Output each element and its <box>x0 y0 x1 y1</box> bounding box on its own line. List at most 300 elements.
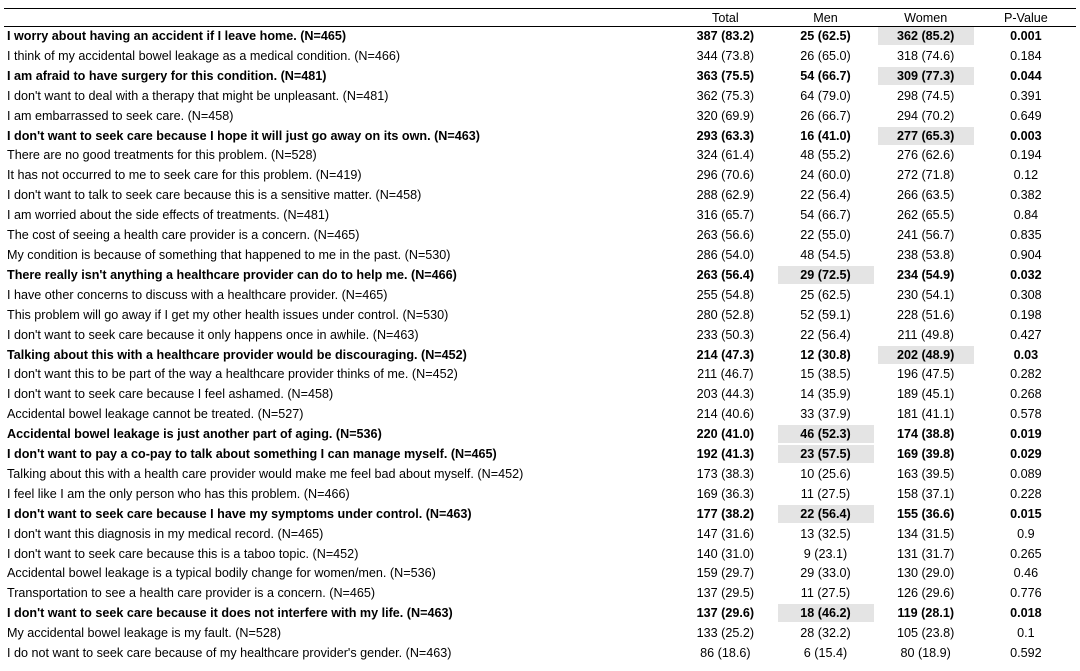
cell-p-value-value: 0.044 <box>1010 68 1042 83</box>
table-row <box>4 226 1076 246</box>
cell-total-value: 363 (75.5) <box>696 68 755 83</box>
cell-total <box>675 226 775 246</box>
cell-p-value-value: 0.282 <box>1010 367 1042 382</box>
cell-total-value: 387 (83.2) <box>696 29 755 43</box>
cell-men <box>775 644 875 664</box>
table-row <box>4 107 1076 127</box>
cell-p-value <box>976 425 1076 445</box>
cell-total-value: 177 (38.2) <box>696 506 755 521</box>
cell-total <box>675 604 775 624</box>
cell-total-value: 320 (69.9) <box>696 108 755 123</box>
cell-women-value: 155 (36.6) <box>896 506 955 521</box>
row-label: My accidental bowel leakage is my fault. (N=528) <box>7 626 282 641</box>
cell-men <box>775 564 875 584</box>
cell-women <box>876 505 976 525</box>
cell-men <box>775 146 875 166</box>
cell-women <box>876 365 976 385</box>
cell-men-value: 12 (30.8) <box>800 347 851 362</box>
cell-p-value-value: 0.776 <box>1010 586 1042 601</box>
cell-women-value: 131 (31.7) <box>896 546 955 561</box>
cell-p-value-value: 0.019 <box>1010 427 1042 442</box>
cell-total <box>675 266 775 286</box>
row-label: Accidental bowel leakage is a typical bodily change for women/men. (N=536) <box>7 566 436 581</box>
cell-p-value-value: 0.835 <box>1010 228 1042 243</box>
cell-total <box>675 465 775 485</box>
cell-men <box>775 27 875 47</box>
cell-p-value <box>976 604 1076 624</box>
cell-women-value: 228 (51.6) <box>896 307 955 322</box>
table-row <box>4 385 1076 405</box>
cell-women-value: 196 (47.5) <box>896 367 955 382</box>
cell-women-value: 262 (65.5) <box>896 208 955 223</box>
cell-men <box>775 166 875 186</box>
cell-p-value-value: 0.1 <box>1017 626 1035 641</box>
cell-women <box>876 27 976 47</box>
table-row <box>4 67 1076 87</box>
cell-women <box>876 485 976 505</box>
cell-total-value: 147 (31.6) <box>696 526 755 541</box>
cell-men-value: 29 (33.0) <box>800 566 851 581</box>
cell-p-value-value: 0.12 <box>1013 168 1039 183</box>
cell-women-value: 134 (31.5) <box>896 526 955 541</box>
row-label: I don't want to talk to seek care because this is a sensitive matter. (N=458) <box>7 188 422 203</box>
cell-men <box>775 485 875 505</box>
cell-p-value-value: 0.015 <box>1010 506 1042 521</box>
cell-women <box>876 465 976 485</box>
cell-total-value: 293 (63.3) <box>696 128 755 143</box>
cell-p-value <box>976 306 1076 326</box>
cell-women-value: 119 (28.1) <box>897 606 955 621</box>
row-label: I am embarrassed to seek care. (N=458) <box>7 108 234 123</box>
cell-total-value: 169 (36.3) <box>696 486 755 501</box>
cell-p-value-value: 0.018 <box>1010 606 1042 621</box>
table-row <box>4 545 1076 565</box>
cell-total-value: 140 (31.0) <box>696 546 755 561</box>
cell-p-value-value: 0.029 <box>1010 447 1042 462</box>
cell-women <box>876 186 976 206</box>
row-label: I don't want to seek care because this is a taboo topic. (N=452) <box>7 546 359 561</box>
table-row <box>4 465 1076 485</box>
table-row <box>4 127 1076 147</box>
cell-men <box>775 385 875 405</box>
cell-p-value-value: 0.427 <box>1010 327 1042 342</box>
cell-total <box>675 27 775 47</box>
cell-total <box>675 326 775 346</box>
cell-total-value: 211 (46.7) <box>697 367 754 382</box>
cell-women <box>876 266 976 286</box>
row-label: There are no good treatments for this problem. (N=528) <box>7 148 317 163</box>
cell-men-value: 22 (55.0) <box>800 228 851 243</box>
row-label: Accidental bowel leakage is just another part of aging. (N=536) <box>7 427 382 442</box>
cell-women-value: 189 (45.1) <box>896 387 955 402</box>
cell-p-value <box>976 326 1076 346</box>
cell-p-value <box>976 644 1076 664</box>
cell-women <box>876 445 976 465</box>
cell-men-value: 16 (41.0) <box>800 128 851 143</box>
cell-total <box>675 584 775 604</box>
cell-men <box>775 405 875 425</box>
table-row <box>4 485 1076 505</box>
cell-p-value <box>976 584 1076 604</box>
cell-women-value: 276 (62.6) <box>896 148 955 163</box>
cell-p-value <box>976 27 1076 47</box>
header-row <box>4 9 1076 27</box>
cell-total <box>675 624 775 644</box>
cell-women <box>876 584 976 604</box>
cell-men <box>775 545 875 565</box>
cell-women-value: 298 (74.5) <box>896 88 955 103</box>
table-row <box>4 47 1076 67</box>
cell-p-value <box>976 206 1076 226</box>
cell-p-value-value: 0.649 <box>1010 108 1042 123</box>
cell-total-value: 133 (25.2) <box>696 626 755 641</box>
cell-total <box>675 545 775 565</box>
cell-men-value: 22 (56.4) <box>800 327 851 342</box>
cell-p-value-value: 0.265 <box>1010 546 1042 561</box>
table-row <box>4 266 1076 286</box>
cell-p-value-value: 0.9 <box>1017 526 1035 541</box>
cell-women <box>876 67 976 87</box>
cell-women-value: 80 (18.9) <box>900 646 951 661</box>
cell-men-value: 64 (79.0) <box>800 88 851 103</box>
cell-total <box>675 525 775 545</box>
cell-women <box>876 525 976 545</box>
cell-total-value: 203 (44.3) <box>696 387 755 402</box>
row-label: My condition is because of something that happened to me in the past. (N=530) <box>7 247 451 262</box>
table-row <box>4 186 1076 206</box>
row-label: The cost of seeing a health care provider is a concern. (N=465) <box>7 228 360 243</box>
cell-total <box>675 166 775 186</box>
cell-total-value: 362 (75.3) <box>696 88 755 103</box>
cell-total <box>675 286 775 306</box>
cell-p-value-value: 0.46 <box>1013 566 1039 581</box>
cell-women-value: 105 (23.8) <box>896 626 955 641</box>
cell-women <box>876 246 976 266</box>
row-label: I don't want to seek care because it does not interfere with my life. (N=463) <box>7 606 453 621</box>
cell-men-value: 11 (27.5) <box>800 586 851 601</box>
row-label: I have other concerns to discuss with a healthcare provider. (N=465) <box>7 287 388 302</box>
cell-women <box>876 107 976 127</box>
cell-total <box>675 146 775 166</box>
row-label: I don't want to pay a co-pay to talk about something I can manage myself. (N=465) <box>7 447 497 462</box>
table-row <box>4 365 1076 385</box>
cell-total <box>675 186 775 206</box>
cell-men-value: 48 (55.2) <box>800 148 851 163</box>
cell-men-value: 28 (32.2) <box>800 626 851 641</box>
table-row <box>4 206 1076 226</box>
row-label: Talking about this with a healthcare provider would be discouraging. (N=452) <box>7 347 467 362</box>
cell-p-value <box>976 505 1076 525</box>
cell-women <box>876 166 976 186</box>
cell-women <box>876 405 976 425</box>
cell-total-value: 296 (70.6) <box>696 168 755 183</box>
cell-p-value-value: 0.578 <box>1010 407 1042 422</box>
cell-men-value: 25 (62.5) <box>800 287 851 302</box>
cell-men <box>775 445 875 465</box>
cell-women-value: 211 (49.8) <box>897 327 954 342</box>
table-row <box>4 27 1076 47</box>
table-row <box>4 525 1076 545</box>
cell-total-value: 288 (62.9) <box>696 188 755 203</box>
cell-men-value: 24 (60.0) <box>800 168 851 183</box>
cell-men <box>775 346 875 366</box>
cell-total-value: 220 (41.0) <box>696 427 755 442</box>
table-row <box>4 146 1076 166</box>
cell-men <box>775 186 875 206</box>
cell-p-value <box>976 545 1076 565</box>
cell-men <box>775 67 875 87</box>
cell-women-value: 238 (53.8) <box>896 247 955 262</box>
cell-total-value: 324 (61.4) <box>696 148 755 163</box>
cell-p-value <box>976 146 1076 166</box>
cell-p-value <box>976 485 1076 505</box>
cell-p-value-value: 0.194 <box>1010 148 1042 163</box>
table-row <box>4 624 1076 644</box>
cell-men-value: 11 (27.5) <box>800 486 851 501</box>
cell-men <box>775 584 875 604</box>
cell-men-value: 22 (56.4) <box>778 505 874 523</box>
cell-p-value-value: 0.382 <box>1010 188 1042 203</box>
cell-p-value <box>976 564 1076 584</box>
cell-p-value <box>976 405 1076 425</box>
cell-p-value <box>976 107 1076 127</box>
cell-total-value: 173 (38.3) <box>696 466 755 481</box>
row-label: I am worried about the side effects of treatments. (N=481) <box>7 208 330 223</box>
cell-p-value-value: 0.089 <box>1010 466 1042 481</box>
cell-p-value-value: 0.03 <box>1013 347 1039 362</box>
cell-women-value: 318 (74.6) <box>896 48 955 63</box>
cell-men-value: 26 (65.0) <box>800 48 851 63</box>
cell-men-value: 14 (35.9) <box>800 387 851 402</box>
cell-men <box>775 425 875 445</box>
table-row <box>4 564 1076 584</box>
cell-p-value <box>976 624 1076 644</box>
cell-total <box>675 365 775 385</box>
cell-total-value: 316 (65.7) <box>696 208 755 223</box>
cell-p-value <box>976 166 1076 186</box>
cell-women <box>876 87 976 107</box>
cell-men <box>775 365 875 385</box>
cell-p-value <box>976 127 1076 147</box>
cell-women <box>876 127 976 147</box>
table-row <box>4 405 1076 425</box>
table-row <box>4 346 1076 366</box>
cell-total-value: 137 (29.6) <box>696 606 755 621</box>
row-label: It has not occurred to me to seek care for this problem. (N=419) <box>7 168 362 183</box>
cell-total <box>675 644 775 664</box>
cell-women-value: 294 (70.2) <box>896 108 955 123</box>
cell-p-value-value: 0.184 <box>1010 48 1042 63</box>
cell-total <box>675 405 775 425</box>
cell-total <box>675 445 775 465</box>
row-label: I do not want to seek care because of my healthcare provider's gender. (N=463) <box>7 646 452 661</box>
cell-total-value: 192 (41.3) <box>696 447 755 462</box>
cell-total-value: 214 (47.3) <box>696 347 755 362</box>
cell-men-value: 25 (62.5) <box>800 29 851 43</box>
cell-p-value-value: 0.904 <box>1010 247 1042 262</box>
row-label: I worry about having an accident if I leave home. (N=465) <box>7 29 347 43</box>
cell-men-value: 9 (23.1) <box>803 546 848 561</box>
cell-women <box>876 346 976 366</box>
cell-total <box>675 87 775 107</box>
cell-men <box>775 525 875 545</box>
cell-women-value: 362 (85.2) <box>878 27 974 45</box>
cell-p-value-value: 0.001 <box>1010 29 1042 43</box>
cell-men <box>775 306 875 326</box>
cell-women-value: 163 (39.5) <box>896 466 955 481</box>
header-label <box>4 9 675 27</box>
cell-total <box>675 67 775 87</box>
header-women: Women <box>876 9 976 27</box>
cell-p-value <box>976 286 1076 306</box>
cell-women <box>876 146 976 166</box>
table-row <box>4 87 1076 107</box>
cell-total-value: 255 (54.8) <box>696 287 755 302</box>
cell-p-value <box>976 246 1076 266</box>
table-body <box>4 27 1076 665</box>
cell-men-value: 23 (57.5) <box>778 445 874 463</box>
cell-p-value-value: 0.003 <box>1010 128 1042 143</box>
cell-women-value: 241 (56.7) <box>896 228 955 243</box>
header-men: Men <box>775 9 875 27</box>
results-table <box>4 8 1076 664</box>
cell-women <box>876 644 976 664</box>
cell-p-value <box>976 445 1076 465</box>
cell-women <box>876 206 976 226</box>
cell-men-value: 46 (52.3) <box>778 425 874 443</box>
header-total: Total <box>675 9 775 27</box>
row-label: I am afraid to have surgery for this condition. (N=481) <box>7 68 327 83</box>
cell-men-value: 54 (66.7) <box>800 68 851 83</box>
table-row <box>4 166 1076 186</box>
cell-p-value-value: 0.032 <box>1010 267 1042 282</box>
cell-total <box>675 246 775 266</box>
cell-men-value: 33 (37.9) <box>800 407 851 422</box>
row-label: Talking about this with a health care provider would make me feel bad about myself. (N=452) <box>7 466 524 481</box>
cell-p-value <box>976 67 1076 87</box>
cell-total-value: 86 (18.6) <box>700 646 751 661</box>
cell-women <box>876 564 976 584</box>
table-row <box>4 644 1076 664</box>
cell-women-value: 158 (37.1) <box>896 486 955 501</box>
cell-p-value-value: 0.84 <box>1013 208 1039 223</box>
cell-total-value: 286 (54.0) <box>696 247 755 262</box>
row-label: Accidental bowel leakage cannot be treated. (N=527) <box>7 407 304 422</box>
cell-men <box>775 505 875 525</box>
cell-total <box>675 107 775 127</box>
cell-total <box>675 485 775 505</box>
cell-women <box>876 385 976 405</box>
cell-men <box>775 465 875 485</box>
cell-p-value <box>976 186 1076 206</box>
row-label: I don't want to deal with a therapy that might be unpleasant. (N=481) <box>7 88 389 103</box>
table-row <box>4 584 1076 604</box>
cell-men-value: 15 (38.5) <box>800 367 851 382</box>
row-label: I don't want this to be part of the way a healthcare provider thinks of me. (N=452) <box>7 367 458 382</box>
table-row <box>4 246 1076 266</box>
cell-women <box>876 306 976 326</box>
cell-p-value <box>976 226 1076 246</box>
cell-women <box>876 226 976 246</box>
table-row <box>4 604 1076 624</box>
cell-total <box>675 206 775 226</box>
row-label: I think of my accidental bowel leakage as a medical condition. (N=466) <box>7 48 401 63</box>
cell-men <box>775 206 875 226</box>
cell-men-value: 52 (59.1) <box>800 307 851 322</box>
cell-men <box>775 47 875 67</box>
cell-total <box>675 425 775 445</box>
cell-p-value-value: 0.592 <box>1010 646 1042 661</box>
cell-women-value: 169 (39.8) <box>896 447 955 462</box>
cell-men <box>775 326 875 346</box>
cell-women-value: 130 (29.0) <box>896 566 955 581</box>
row-label: Transportation to see a health care provider is a concern. (N=465) <box>7 586 376 601</box>
cell-women-value: 234 (54.9) <box>896 267 955 282</box>
cell-total <box>675 346 775 366</box>
row-label: This problem will go away if I get my other health issues under control. (N=530) <box>7 307 449 322</box>
cell-women <box>876 326 976 346</box>
cell-p-value <box>976 346 1076 366</box>
cell-women-value: 266 (63.5) <box>896 188 955 203</box>
cell-men-value: 26 (66.7) <box>800 108 851 123</box>
cell-men <box>775 286 875 306</box>
row-label: I don't want to seek care because I have my symptoms under control. (N=463) <box>7 506 472 521</box>
cell-men-value: 18 (46.2) <box>778 604 874 622</box>
cell-p-value <box>976 365 1076 385</box>
cell-women-value: 126 (29.6) <box>896 586 955 601</box>
cell-total-value: 233 (50.3) <box>696 327 755 342</box>
row-label: I don't want to seek care because it only happens once in awhile. (N=463) <box>7 327 419 342</box>
cell-women <box>876 286 976 306</box>
cell-women <box>876 47 976 67</box>
row-label: I don't want to seek care because I feel ashamed. (N=458) <box>7 387 334 402</box>
cell-women <box>876 604 976 624</box>
table-row <box>4 286 1076 306</box>
cell-women-value: 277 (65.3) <box>878 127 974 145</box>
cell-p-value <box>976 47 1076 67</box>
cell-men <box>775 226 875 246</box>
cell-p-value-value: 0.228 <box>1010 486 1042 501</box>
cell-men-value: 13 (32.5) <box>800 526 851 541</box>
cell-men-value: 10 (25.6) <box>800 466 851 481</box>
table-row <box>4 445 1076 465</box>
header-p-value: P-Value <box>976 9 1076 27</box>
cell-p-value-value: 0.198 <box>1010 307 1042 322</box>
cell-women <box>876 624 976 644</box>
cell-total-value: 137 (29.5) <box>696 586 755 601</box>
cell-women-value: 309 (77.3) <box>878 67 974 85</box>
cell-men <box>775 604 875 624</box>
cell-total <box>675 306 775 326</box>
cell-women <box>876 425 976 445</box>
table-row <box>4 505 1076 525</box>
row-label: I don't want this diagnosis in my medical record. (N=465) <box>7 526 324 541</box>
cell-p-value <box>976 87 1076 107</box>
cell-men <box>775 87 875 107</box>
cell-p-value-value: 0.268 <box>1010 387 1042 402</box>
table-row <box>4 306 1076 326</box>
cell-total-value: 344 (73.8) <box>696 48 755 63</box>
row-label: I don't want to seek care because I hope it will just go away on its own. (N=463) <box>7 128 480 143</box>
cell-p-value <box>976 266 1076 286</box>
cell-total <box>675 505 775 525</box>
cell-p-value <box>976 465 1076 485</box>
table-row <box>4 326 1076 346</box>
cell-men-value: 54 (66.7) <box>800 208 851 223</box>
cell-total-value: 214 (40.6) <box>696 407 755 422</box>
cell-p-value <box>976 525 1076 545</box>
cell-men-value: 29 (72.5) <box>778 266 874 284</box>
